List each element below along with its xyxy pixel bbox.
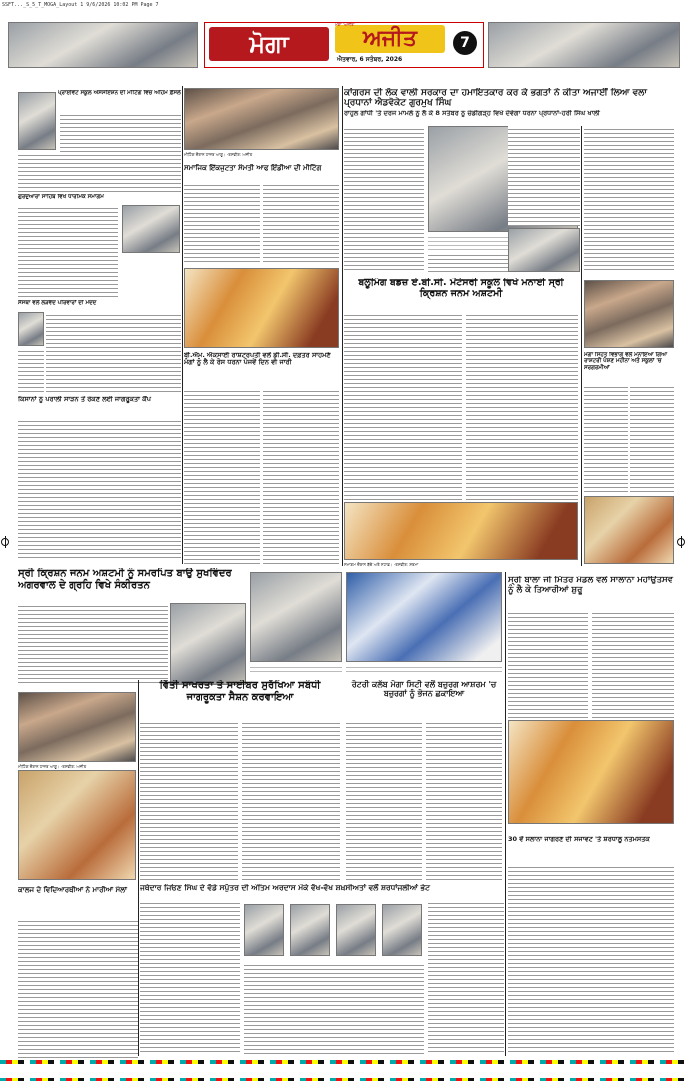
samajik-headline: ਸਮਾਜਿਕ ਇੱਕਜੁਟਤਾ ਸੰਮਤੀ ਆਫ ਇੰਡੀਆ ਦੀ ਮੀਟਿੰਗ (184, 164, 322, 172)
antim-ardas-body-2 (244, 962, 424, 1054)
portrait-3 (336, 904, 376, 956)
dharna-headline: ਬੀ.ਐਮ. ਐਕਸਾਈ ਰਾਸ਼ਟਰਪਤੀ ਵਲੋਂ ਡੀ.ਸੀ. ਦਫ਼ਤਰ ਸਾਹਮਣੇ ਮੰਗਾਂ ਨੂੰ ਲੈ ਕੇ ਰੋਸ ਧਰਨਾ ਪੰਜਵੇਂ ਦਿਨ ਵੀ ਜਾਰੀ (184, 352, 331, 367)
blooming-buds-photo (344, 502, 578, 560)
column-rule (581, 126, 582, 566)
left-story-4-headline: ਕਿਸਾਨਾਂ ਨੂੰ ਪਰਾਲੀ ਸਾੜਨ ਤੋਂ ਰੋਕਣ ਲਈ ਜਾਗਰੂਕਤਾ ਕੈਂਪ (18, 396, 151, 403)
antim-ardas-headline: ਜਥੇਦਾਰ ਜਿਓਣ ਸਿੰਘ ਦੇ ਵੱਡੇ ਸਪੁੱਤਰ ਦੀ ਅੰਤਿਮ ਅਰਦਾਸ ਮੌਕੇ ਵੱਖ-ਵੱਖ ਸ਼ਖ਼ਸੀਅਤਾਂ ਵਲੋਂ ਸ਼ਰਧਾਂਜਲੀਆਂ ਭੇਟ (140, 884, 430, 892)
masthead-left-photo (8, 22, 198, 68)
right-col-photo-1 (508, 228, 580, 272)
rotary-body (346, 720, 422, 880)
blooming-buds-body-2 (466, 312, 578, 502)
blooming-buds-body (344, 312, 462, 502)
left-story-3-body-2 (18, 348, 44, 394)
column-rule (138, 680, 139, 1056)
meeting-caption: ਮੀਟਿੰਗ ਦੌਰਾਨ ਹਾਜ਼ਰ ਆਗੂ। -ਤਸਵੀਰ: ਅਜੀਤ (184, 152, 339, 160)
meeting-photo (184, 88, 339, 150)
right-story-body (584, 384, 628, 494)
samajik-body-2 (263, 182, 339, 264)
portrait-4 (382, 904, 422, 956)
left-story-3-photo (18, 312, 44, 346)
right-bottom-body (508, 864, 674, 1054)
rotary-headline: ਰੋਟਰੀ ਕਲੱਬ ਮੋਗਾ ਸਿਟੀ ਵਲੋਂ ਬਜ਼ੁਰਗ ਆਸ਼ਰਮ 'ਚ ਬਜ਼ੁਰਗਾਂ ਨੂੰ ਭੋਜਨ ਛਕਾਇਆ (351, 680, 497, 699)
sakhrata-body (140, 720, 238, 880)
antim-ardas-body (140, 900, 240, 1054)
rotary-caption (346, 664, 502, 674)
left-photo-caption: ਮੀਟਿੰਗ ਦੌਰਾਨ ਹਾਜ਼ਰ ਆਗੂ। -ਤਸਵੀਰ: ਅਜੀਤ (18, 764, 136, 770)
left-story-1-body-2 (18, 152, 181, 192)
registration-mark-right (677, 538, 685, 546)
lead-subhead: ਰਾਹੁਲ ਗਾਂਧੀ 'ਤੇ ਦਰਜ ਮਾਮਲੇ ਨੂੰ ਲੈ ਕੇ 8 ਸਤੰਬਰ ਨੂੰ ਚੰਡੀਗੜ੍ਹ ਵਿਖੇ ਦੇਵੇਗਾ ਧਰਨਾ ਪ੍ਰਧਾਨਾਂ-ਹਰੀ ਸਿੰਘ ਖਾਲੀ (344, 110, 600, 117)
masthead-title-right: ਅਜੀਤ (335, 25, 445, 53)
right-group-photo (584, 280, 674, 348)
antim-ardas-body-3 (428, 900, 504, 1054)
sakhrata-caption (250, 664, 342, 674)
sankirtan-headline: ਸ੍ਰੀ ਕ੍ਰਿਸ਼ਨ ਜਨਮ ਅਸ਼ਟਮੀ ਨੂੰ ਸਮਰਪਿਤ ਬਾਉ ਸੁਖਵਿੰਦਰ ਅਗਰਵਾਲ ਦੇ ਗ੍ਰਹਿ ਵਿਖੇ ਸੰਕੀਰਤਨ (18, 568, 232, 591)
blooming-buds-headline: ਬਲੂਮਿੰਗ ਬਡਜ਼ ਏ.ਬੀ.ਸੀ. ਮੋਂਟੇਸਰੀ ਸਕੂਲ ਵਿਖੇ ਮਨਾਈ ਸ੍ਰੀ ਕ੍ਰਿਸ਼ਨ ਜਨਮ ਅਸ਼ਟਮੀ (358, 278, 564, 299)
left-story-3-body (46, 312, 181, 394)
sankirtan-body (18, 603, 168, 685)
left-story-5-body (18, 918, 138, 1058)
masthead (8, 22, 680, 72)
masthead-title-left: ਮੋਗਾ (209, 27, 329, 61)
column-rule (505, 572, 506, 1056)
blooming-buds-caption: ਸਮਾਗਮ ਦੌਰਾਨ ਬੱਚੇ ਅਤੇ ਸਟਾਫ਼। -ਤਸਵੀਰ: ਸ਼ਰਮਾ (344, 562, 578, 568)
right-story-headline: ਮੋਗਾ ਸਿਹਤ ਵਿਭਾਗ ਵਲੋਂ ਮਨਾਇਆ ਗਿਆ ਰਾਸ਼ਟਰੀ ਪੋਸ਼ਣ ਮਹੀਨਾ ਅਤੇ ਸਕੂਲਾਂ 'ਚ ਸਰਗਰਮੀਆਂ (584, 352, 668, 371)
left-photo-group-2 (18, 770, 136, 880)
right-col-body-2 (584, 126, 674, 272)
jagran-photo (508, 720, 674, 824)
sakhrata-headline: ਵਿੱਤੀ ਸਾਖਰਤਾ ਤੇ ਸਾਈਬਰ ਸੁਰੱਖਿਆ ਸਬੰਧੀ ਜਾਗਰੂਕਤਾ ਸੈਸ਼ਨ ਕਰਵਾਇਆ (159, 680, 321, 703)
jagran-headline: 30 ਵੇਂ ਸਲਾਨਾ ਜਾਗਰਣ ਦੀ ਸਜਾਵਟ 'ਤੇ ਸ਼ਰਧਾਲੂ ਨਤਮਸਤਕ (508, 836, 650, 843)
column-rule (182, 86, 183, 564)
balaji-headline: ਸ੍ਰੀ ਬਾਲਾ ਜੀ ਮਿੱਤਰ ਮੰਡਲ ਵਲੋਂ ਸਾਲਾਨਾ ਮਹਾਂਉਤਸਵ ਨੂੰ ਲੈ ਕੇ ਤਿਆਰੀਆਂ ਸ਼ੁਰੂ (508, 576, 673, 595)
masthead-title-block (204, 22, 484, 68)
portrait-photo (18, 92, 56, 150)
rotary-photo (346, 572, 502, 662)
masthead-right-photo (488, 22, 680, 68)
portrait-2 (290, 904, 330, 956)
lead-body (344, 126, 424, 272)
sankirtan-photo (170, 603, 246, 685)
masthead-date: ਐਤਵਾਰ, 6 ਸਤੰਬਰ, 2026 (337, 56, 403, 63)
lead-headline: ਕਾਂਗਰਸ ਦੀ ਲੋਕ ਵਾਲੀ ਸਰਕਾਰ ਦਾ ਹਮਾਇਤਕਾਰ ਕਰ ਕੇ ਭਗਤਾਂ ਨੇ ਕੀਤਾ ਅਜਾਈਂ ਲਿਆ ਵਲਾ ਪ੍ਰਧਾਨਾਂ ਐਡਵੋਕੇਟ ਗੁਰਮੁਖ ਸਿੰਘ (344, 88, 647, 108)
left-photo-group-1 (18, 692, 136, 762)
left-story-2-body (18, 205, 118, 297)
registration-mark-left (1, 538, 9, 546)
print-slug: SSFT..._S_5_T_MOGA_Layout 1 9/6/2026 10:02 PM Page 7 (2, 2, 159, 8)
right-story-photo (584, 496, 674, 564)
left-story-1-headline: ਪ੍ਰਾਈਵੇਟ ਸਕੂਲ ਐਸੋਸੀਏਸ਼ਨ ਦੀ ਮੀਟਿੰਗ ਵਿਚ ਅਹਿਮ ਫ਼ੈਸਲੇ (58, 90, 181, 96)
masthead-small-label: ਮੋਗਾ 'ਅਜੀਤ' (335, 22, 355, 27)
balaji-body-2 (592, 610, 674, 718)
dharna-body (184, 388, 260, 564)
column-rule (342, 86, 343, 566)
stage-photo (184, 268, 339, 348)
page-number: 7 (453, 31, 477, 55)
right-story-body-2 (630, 384, 674, 494)
left-story-2-headline: ਗੁਰਦੁਆਰਾ ਸਾਹਿਬ ਵਿਖੇ ਧਾਰਮਿਕ ਸਮਾਗਮ (18, 194, 104, 200)
left-story-4-body (18, 418, 181, 560)
balaji-body (508, 610, 588, 718)
portrait-1 (244, 904, 284, 956)
left-story-3-headline: ਸੰਸਥਾ ਵਲੋਂ ਲੋੜਵੰਦ ਪਰਿਵਾਰਾਂ ਦੀ ਮਦਦ (18, 300, 97, 306)
samajik-body (184, 182, 260, 264)
color-calibration-bar-bottom (0, 1078, 687, 1081)
sakhrata-photo (250, 572, 342, 662)
sakhrata-body-2 (242, 720, 340, 880)
rotary-body-2 (426, 720, 502, 880)
right-col-body-1 (508, 126, 580, 226)
color-calibration-bar (0, 1060, 687, 1064)
left-story-5-headline: ਕਾਲਜ ਦੇ ਵਿਦਿਆਰਥੀਆਂ ਨੇ ਮਾਰੀਆਂ ਮੱਲਾਂ (18, 886, 127, 894)
dharna-body-2 (263, 388, 339, 564)
left-story-2-photo (122, 205, 180, 253)
